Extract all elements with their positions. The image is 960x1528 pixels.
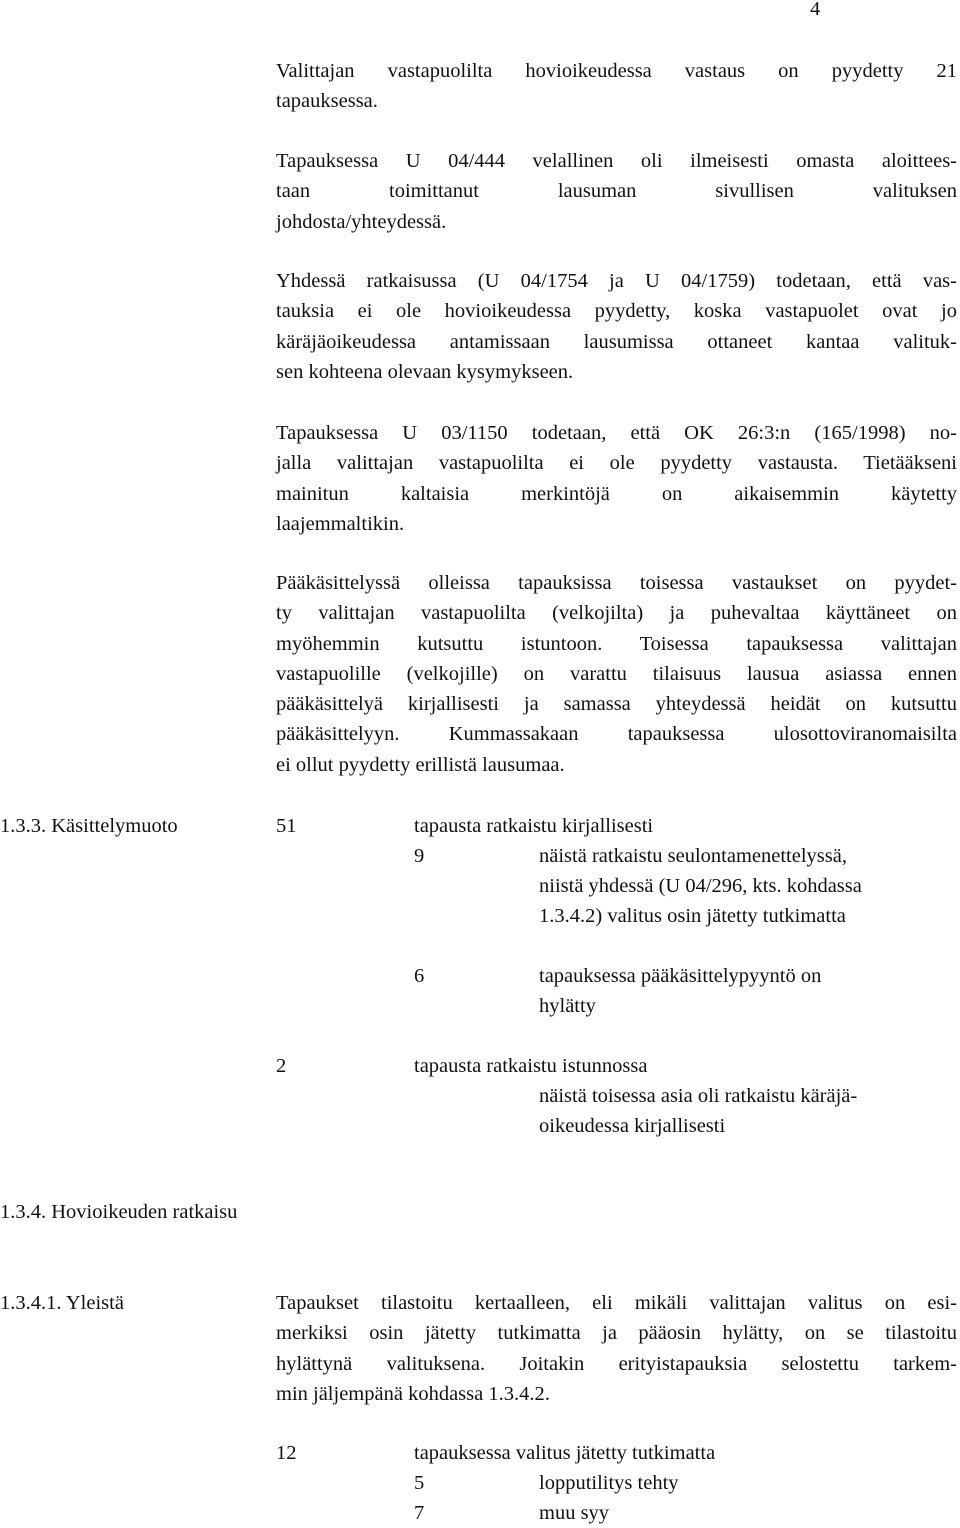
count-cell: 9 [414,845,425,867]
row-text: lopputilitys tehty [539,1472,679,1494]
paragraph-line: ei ollut pyydetty erillistä lausumaa. [276,753,565,776]
row-text: tapauksessa pääkäsittelypyyntö on [539,965,822,987]
row-text: näistä ratkaistu seulontamenettelyssä, [539,845,847,867]
count-cell: 5 [414,1472,425,1494]
paragraph-line: jalla valittajan vastapuolilta ei ole pyydetty vastausta. Tietääkseni [276,452,957,475]
paragraph-line: käräjäoikeudessa antamissaan lausumissa ottaneet kantaa valituk- [276,330,957,353]
paragraph-line: mainitun kaltaisia merkintöjä on aikaisemmin käytetty [276,482,957,505]
count-cell: 2 [276,1055,287,1077]
paragraph-line: Tapaukset tilastoitu kertaalleen, eli mikäli valittajan valitus on esi- [276,1292,957,1314]
count-cell: 6 [414,965,425,987]
paragraph-line: merkiksi osin jätetty tutkimatta ja pääosin hylätty, on se tilastoitu [276,1322,957,1345]
paragraph-line: Tapauksessa U 03/1150 todetaan, että OK 26:3:n (165/1998) no- [276,422,957,444]
paragraph-1 [276,56,957,117]
paragraph-line: ty valittajan vastapuolilta (velkojilta) ja puhevaltaa käyttäneet on [276,602,957,625]
count-cell: 12 [276,1442,297,1464]
paragraph-line: tapauksessa. [276,90,378,113]
paragraph-2 [276,146,957,237]
paragraph-line: hylättynä valituksena. Joitakin erityistapauksia selostettu tarkem- [276,1352,957,1375]
paragraph-line: Valittajan vastapuolilta hovioikeudessa vastaus on pyydetty 21 [276,60,957,82]
paragraph-line: Yhdessä ratkaisussa (U 04/1754 ja U 04/1759) todetaan, että vas- [276,270,957,292]
row-text: hylätty [539,995,596,1017]
section-heading-1-3-4-1: 1.3.4.1. Yleistä [0,1292,124,1314]
row-text: muu syy [539,1502,610,1524]
row-text: oikeudessa kirjallisesti [539,1115,726,1137]
row-text: näistä toisessa asia oli ratkaistu käräjä- [539,1085,858,1107]
paragraph-line: myöhemmin kutsuttu istuntoon. Toisessa tapauksessa valittajan [276,632,957,655]
row-text: tapauksessa valitus jätetty tutkimatta [414,1442,716,1464]
paragraph-line: johdosta/yhteydessä. [276,210,447,233]
row-text: niistä yhdessä (U 04/296, kts. kohdassa [539,875,862,897]
paragraph-line: pääkäsittelyyn. Kummassakaan tapauksessa ulosottoviranomaisilta [276,723,957,746]
paragraph-line: sen kohteena olevaan kysymykseen. [276,360,574,383]
row-text: tapausta ratkaistu istunnossa [414,1055,648,1077]
paragraph-4 [276,418,957,539]
paragraph-line: Pääkäsittelyssä olleissa tapauksissa toisessa vastaukset on pyydet- [276,572,957,594]
paragraph-line: pääkäsittelyä kirjallisesti ja samassa yhteydessä heidät on kutsuttu [276,693,957,716]
section-heading-1-3-3: 1.3.3. Käsittelymuoto [0,815,178,837]
page-number: 4 [810,0,821,20]
paragraph-line: vastapuolille (velkojille) on varattu tilaisuus lausua asiassa ennen [276,662,957,685]
row-text: 1.3.4.2) valitus osin jätetty tutkimatta [539,905,846,927]
paragraph-line: taan toimittanut lausuman sivullisen valituksen [276,180,957,203]
section-heading-1-3-4: 1.3.4. Hovioikeuden ratkaisu [0,1201,238,1223]
paragraph-3 [276,266,957,387]
row-text: tapausta ratkaistu kirjallisesti [414,815,654,837]
paragraph-line: laajemmaltikin. [276,512,405,535]
paragraph-5 [276,568,957,780]
paragraph-yleista [276,1288,957,1409]
count-cell: 51 [276,815,297,837]
paragraph-line: tauksia ei ole hovioikeudessa pyydetty, koska vastapuolet ovat jo [276,300,957,323]
count-cell: 7 [414,1502,425,1524]
paragraph-line: Tapauksessa U 04/444 velallinen oli ilmeisesti omasta aloittees- [276,150,957,172]
paragraph-line: min jäljempänä kohdassa 1.3.4.2. [276,1382,550,1405]
